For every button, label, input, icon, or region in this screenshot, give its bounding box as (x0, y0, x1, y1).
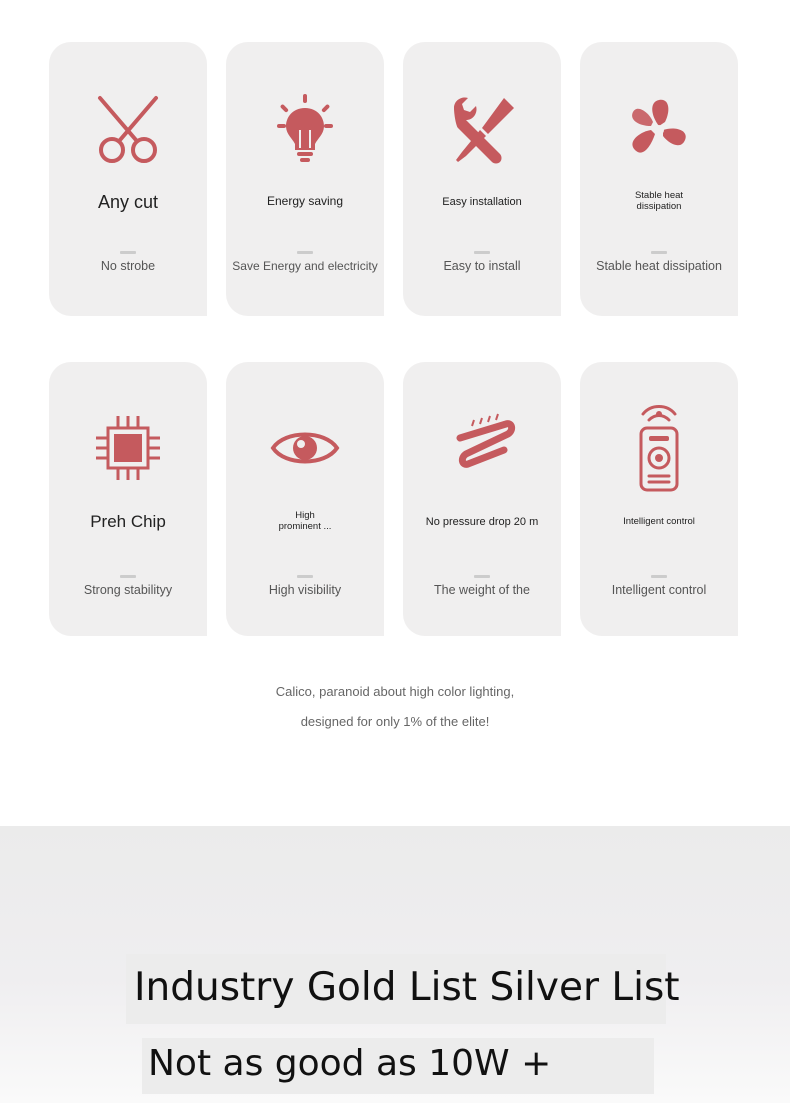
feature-title: No pressure drop 20 m (425, 515, 539, 528)
feature-card-preh-chip (49, 362, 207, 636)
feature-card-easy-installation (403, 42, 561, 316)
feature-card-high-visibility (226, 362, 384, 636)
divider (297, 575, 313, 578)
divider (297, 251, 313, 254)
feature-title: Stable heat dissipation (634, 190, 684, 212)
feature-title: Energy saving (266, 194, 344, 209)
divider (651, 251, 667, 254)
banner (0, 826, 790, 1103)
feature-title: Preh Chip (90, 512, 166, 532)
banner-heading-2: Not as good as 10W + (142, 1038, 654, 1094)
feature-title: Easy installation (442, 195, 522, 208)
tagline-line-1: Calico, paranoid about high color lighting, (275, 684, 515, 699)
divider (651, 575, 667, 578)
strip-icon (444, 410, 520, 486)
feature-card-intelligent-control (580, 362, 738, 636)
fan-icon (621, 92, 697, 168)
feature-subtitle: Save Energy and electricity (232, 259, 378, 273)
lightbulb-icon (267, 92, 343, 168)
feature-title: Any cut (97, 191, 159, 212)
divider (474, 251, 490, 254)
feature-subtitle: Intelligent control (611, 583, 707, 597)
feature-card-any-cut (49, 42, 207, 316)
feature-title: High prominent ... (278, 510, 332, 532)
feature-subtitle: Strong stabilityy (83, 583, 173, 597)
feature-title: Intelligent control (623, 515, 695, 527)
feature-subtitle: High visibility (268, 583, 342, 597)
feature-card-energy-saving (226, 42, 384, 316)
feature-card-heat-dissipation (580, 42, 738, 316)
divider (120, 251, 136, 254)
divider (474, 575, 490, 578)
feature-subtitle: The weight of the (434, 583, 530, 597)
remote-icon (621, 402, 697, 494)
feature-subtitle: Stable heat dissipation (596, 259, 722, 273)
tagline-line-2: designed for only 1% of the elite! (300, 714, 490, 729)
banner-heading-1: Industry Gold List Silver List (126, 954, 666, 1024)
chip-icon (90, 410, 166, 486)
divider (120, 575, 136, 578)
feature-subtitle: Easy to install (443, 259, 521, 273)
feature-subtitle: No strobe (100, 259, 156, 273)
scissors-icon (90, 92, 166, 168)
feature-card-pressure-drop (403, 362, 561, 636)
eye-icon (267, 410, 343, 486)
tools-icon (444, 92, 520, 168)
